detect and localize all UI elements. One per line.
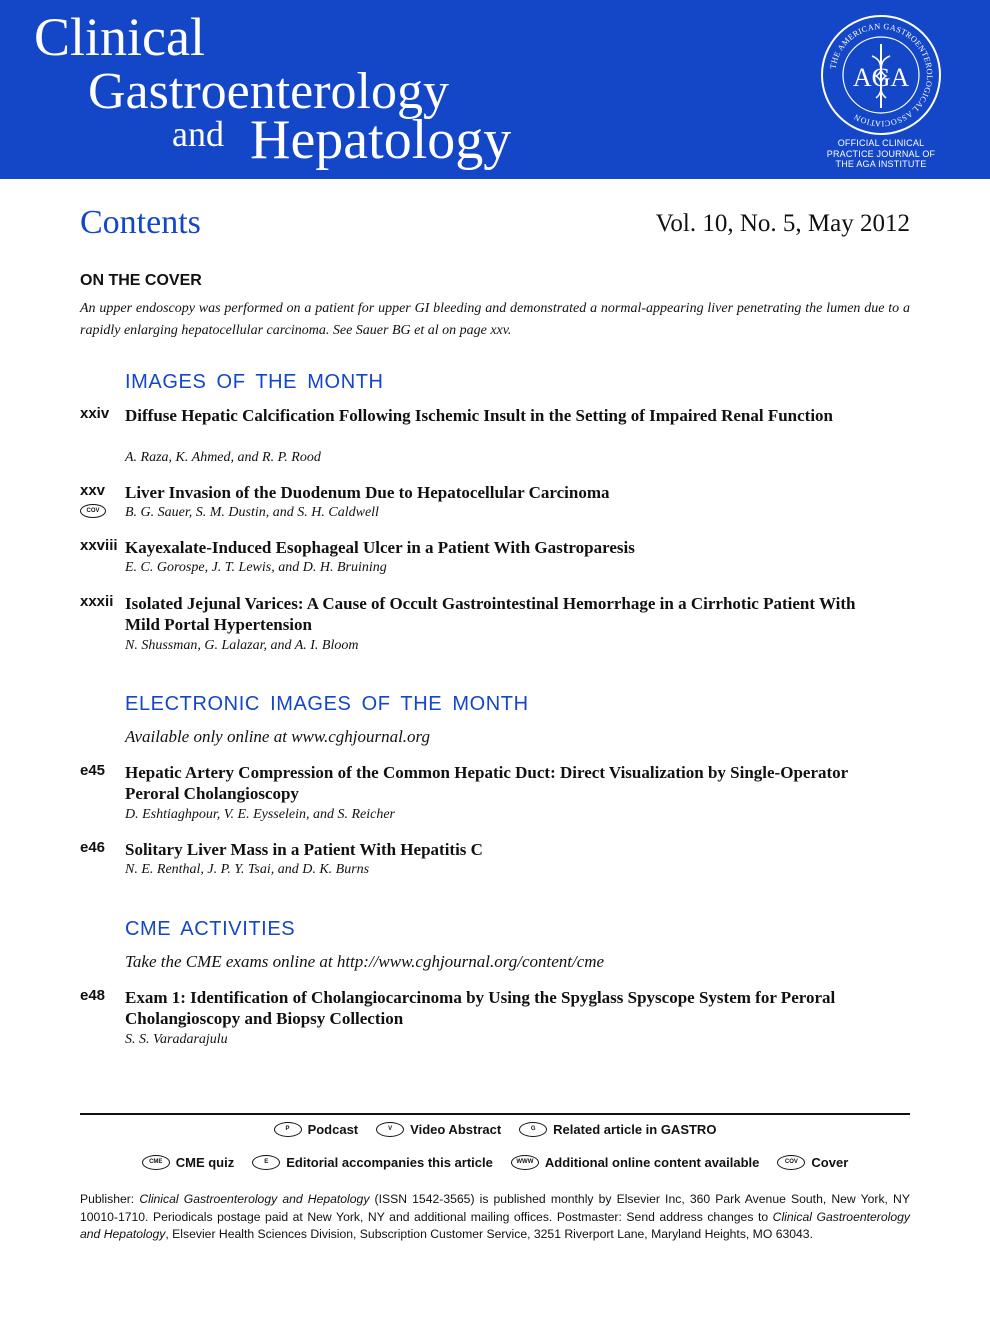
article-authors: E. C. Gorospe, J. T. Lewis, and D. H. Bruining <box>125 560 387 575</box>
section-heading-images-of-the-month: IMAGES OF THE MONTH <box>125 371 384 393</box>
article-authors: D. Eshtiaghpour, V. E. Eysselein, and S. Reicher <box>125 807 395 822</box>
legend-label: Podcast <box>307 1122 359 1137</box>
legend-item-video-abstract <box>376 1122 501 1137</box>
article-title[interactable]: Hepatic Artery Compression of the Common Hepatic Duct: Direct Visualization by Single-Operator Peroral Cholangioscopy <box>125 763 848 803</box>
section-heading-cme-activities: CME ACTIVITIES <box>125 918 296 940</box>
article-authors: N. E. Renthal, J. P. Y. Tsai, and D. K. Burns <box>125 862 370 877</box>
legend-row-2 <box>80 1155 910 1170</box>
journal-header <box>0 0 990 179</box>
article-authors: S. S. Varadarajulu <box>125 1032 228 1047</box>
on-the-cover-text: An upper endoscopy was performed on a patient for upper GI bleeding and demonstrated a normal-appearing liver penetrating the lumen due to a rapidly enlarging hepatocellular carcinoma. See Sauer BG et al on page xxv. <box>80 301 910 338</box>
publisher-journal-name: Clinical Gastroenterology and Hepatology <box>139 1192 370 1206</box>
page-number: xxv <box>80 482 106 499</box>
legend-item-podcast <box>274 1122 359 1137</box>
legend-item-cme-quiz <box>142 1155 235 1170</box>
volume-info: Vol. 10, No. 5, May 2012 <box>655 210 910 237</box>
video-icon: V <box>376 1122 404 1137</box>
podcast-icon: P <box>274 1122 302 1137</box>
seal-letters: AGA <box>852 63 910 92</box>
gastro-icon: G <box>519 1122 547 1137</box>
article-title[interactable]: Diffuse Hepatic Calcification Following Ischemic Insult in the Setting of Impaired Renal Function <box>125 406 834 425</box>
section-note-cme: Take the CME exams online at http://www.cghjournal.org/content/cme <box>125 952 605 971</box>
cover-icon: COV <box>777 1155 805 1170</box>
publisher-tail: , Elsevier Health Sciences Division, Subscription Customer Service, 3251 Riverport Lane, Maryland Heights, MO 63043. <box>165 1227 813 1241</box>
publisher-lead: Publisher: <box>80 1192 140 1206</box>
seal-caption <box>808 138 954 170</box>
article-authors: A. Raza, K. Ahmed, and R. P. Rood <box>125 450 321 465</box>
seal-caption-line: OFFICIAL CLINICAL <box>837 138 925 148</box>
on-the-cover-heading: ON THE COVER <box>80 272 202 289</box>
editorial-icon: E <box>252 1155 280 1170</box>
legend-item-editorial <box>252 1155 493 1170</box>
section-heading-electronic-images: ELECTRONIC IMAGES OF THE MONTH <box>125 693 529 715</box>
article-title[interactable]: Solitary Liver Mass in a Patient With Hepatitis C <box>125 840 483 859</box>
legend-label: Related article in GASTRO <box>553 1122 717 1137</box>
article-authors: B. G. Sauer, S. M. Dustin, and S. H. Caldwell <box>125 505 379 520</box>
legend-item-gastro <box>519 1122 716 1137</box>
legend-label: Cover <box>811 1155 849 1170</box>
page-number: xxviii <box>80 537 118 554</box>
publisher-statement <box>80 1191 910 1244</box>
legend-item-cover <box>777 1155 848 1170</box>
journal-title-line-1: Clinical <box>34 7 205 67</box>
legend-label: Editorial accompanies this article <box>286 1155 493 1170</box>
cme-icon: CME <box>142 1155 170 1170</box>
article-title[interactable]: Exam 1: Identification of Cholangiocarcinoma by Using the Spyglass Spyscope System for Peroral Cholangioscopy and Biopsy Collection <box>125 988 836 1028</box>
publisher-mid: (ISSN 1542-3565) is published monthly by Elsevier Inc, 360 Park Avenue South, New York, NY 10010-1710. Periodicals postage paid at New York, NY and additional mailing offices. Postmaster: Send address changes to <box>80 1192 910 1224</box>
seal-caption-line: THE AGA INSTITUTE <box>835 159 927 169</box>
journal-title-and: and <box>172 114 224 154</box>
contents-title: Contents <box>80 204 201 241</box>
seal-caption-line: PRACTICE JOURNAL OF <box>826 148 936 159</box>
page-number: xxxii <box>80 593 114 610</box>
page-number: e48 <box>80 987 106 1004</box>
page-number: xxiv <box>80 405 110 422</box>
article-authors: N. Shussman, G. Lalazar, and A. I. Bloom <box>125 638 359 653</box>
journal-title-line-3: Hepatology <box>250 109 512 171</box>
article-title[interactable]: Kayexalate-Induced Esophageal Ulcer in a Patient With Gastroparesis <box>125 538 635 557</box>
page-number: e45 <box>80 762 106 779</box>
legend-row-1 <box>80 1122 910 1137</box>
section-note-online: Available only online at www.cghjournal.org <box>125 727 431 746</box>
article-title[interactable]: Liver Invasion of the Duodenum Due to Hepatocellular Carcinoma <box>125 483 610 502</box>
aga-seal-logo <box>820 14 942 136</box>
legend-label: Video Abstract <box>410 1122 502 1137</box>
seal-ring-text: THE AMERICAN GASTROENTEROLOGICAL ASSOCIATION <box>828 21 935 129</box>
legend-label: Additional online content available <box>544 1155 760 1170</box>
legend-item-online-content <box>511 1155 760 1170</box>
journal-title-line-2: Gastroenterology <box>88 63 450 120</box>
legend-label: CME quiz <box>175 1155 235 1170</box>
publisher-journal-name: Clinical Gastroenterology and Hepatology <box>80 1209 910 1241</box>
page-number: e46 <box>80 839 106 856</box>
cover-badge-icon: COV <box>80 504 106 518</box>
www-icon: WWW <box>511 1155 539 1170</box>
article-title[interactable]: Isolated Jejunal Varices: A Cause of Occult Gastrointestinal Hemorrhage in a Cirrhotic Patient With Mild Portal Hypertension <box>125 594 856 634</box>
legend-divider <box>80 1113 910 1115</box>
